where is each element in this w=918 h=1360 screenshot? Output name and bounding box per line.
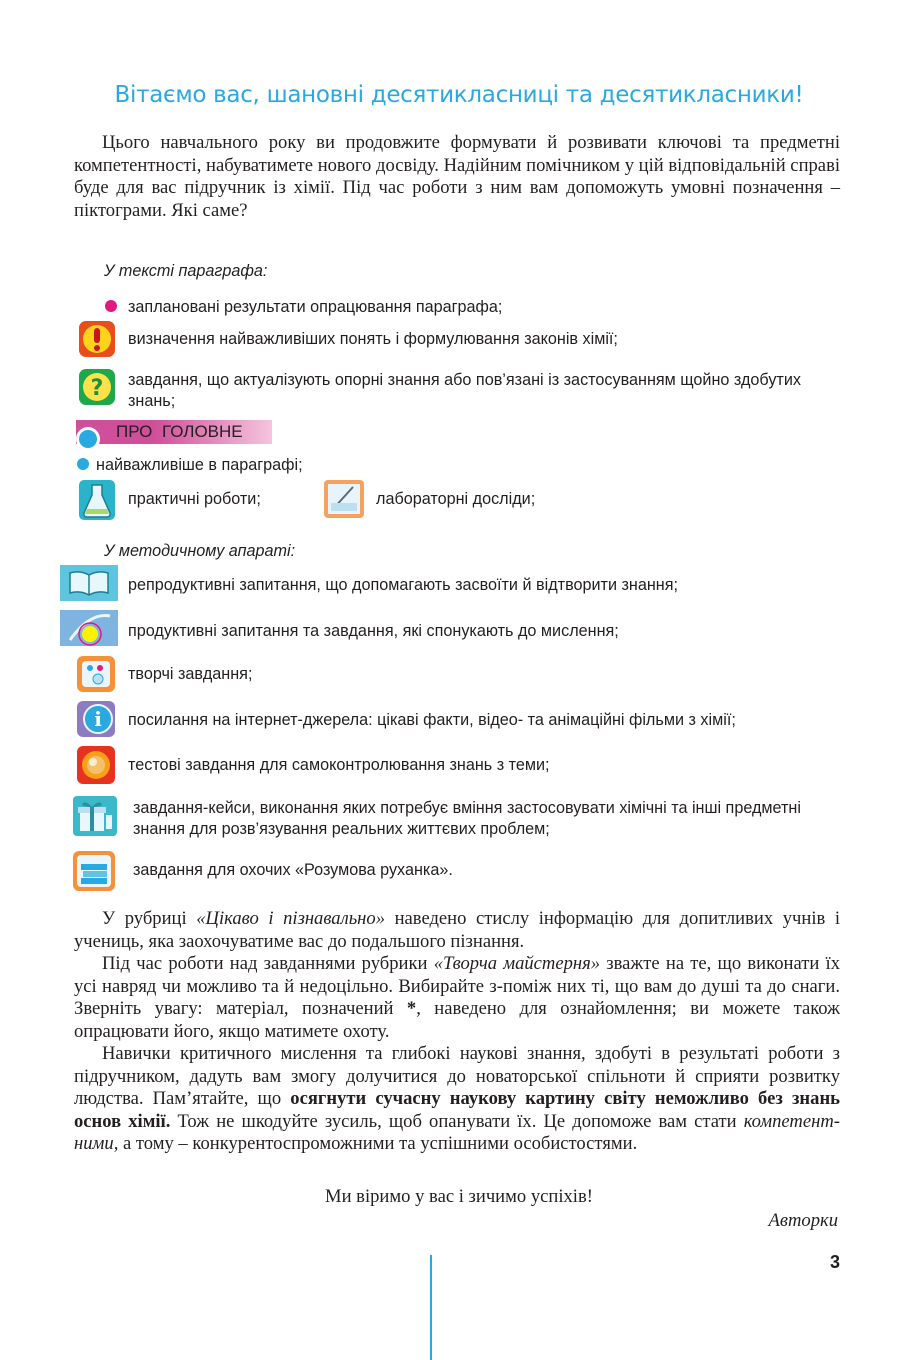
authors: Авторки — [768, 1210, 838, 1231]
item-creative: творчі завдання; — [128, 665, 253, 683]
item-internet: посилання на інтернет-джерела: цікаві факти, відео- та анімаційні фільми з хімії; — [128, 711, 736, 729]
item-reproductive: репродуктивні запитання, що допомагають засвоїти й відтворити знання; — [128, 576, 678, 594]
gift-box-icon — [72, 795, 118, 837]
item-lab: лабораторні досліди; — [376, 490, 536, 508]
section-label-text: У тексті параграфа: — [104, 262, 268, 280]
page-heading: Вітаємо вас, шановні десятикласниці та десятикласники! — [114, 82, 804, 108]
body-paragraph-1 — [74, 908, 840, 953]
results-dot-icon — [105, 300, 117, 312]
intro-paragraph — [74, 132, 840, 222]
pro-dot-icon — [76, 427, 100, 451]
info-icon — [76, 700, 116, 738]
item-important: найважливіше в параграфі; — [96, 456, 303, 474]
exclamation-icon — [78, 320, 116, 358]
p1-rubric-name: «Цікаво і пізнавально» — [196, 908, 385, 929]
question-icon — [78, 368, 116, 406]
intro-text: Цього навчального року ви продовжите формувати й розвивати ключові та предметні компетентності, набуватимете нового досвіду. Надійним помічником у цій відповідальній справі буде для вас підручник із хімії. Під час роботи з ним вам допоможуть умовні позначення – піктограми. Які саме? — [74, 132, 841, 221]
p1-text-a: У рубриці — [102, 908, 197, 929]
p3-bold: осягнути сучасну наукову картину світу неможливо без знань основ хімії. — [74, 1088, 840, 1132]
p2-star: * — [406, 998, 417, 1019]
body-paragraph-2 — [74, 953, 840, 1043]
svg-text:i: i — [94, 707, 102, 731]
p3-italic: компетентними — [74, 1110, 840, 1154]
p2-text-b: зважте на те, що виконати їх усі навряд чи можливо та й недоцільно. Вибирайте з-поміж них ті, що вам до душі та до снаги. Зверніть увагу: матеріал, позначений — [74, 953, 840, 1019]
item-tests: тестові завдання для самоконтролювання знань з теми; — [128, 756, 550, 774]
signoff: Ми віримо у вас і зичимо успіхів! — [325, 1186, 593, 1207]
p1-text-b: наведено стислу інформацію для допитливих учнів і учениць, яка заохочуватиме вас до подальшого пізнання. — [74, 908, 841, 952]
body-text — [74, 908, 840, 1156]
p2-text-c: , наведено для ознайомлення; ви можете також опрацювати його, якщо матимете охоту. — [74, 998, 840, 1042]
p3-text-a: Навички критичного мислення та глибокі наукові знання, здобуті в результаті роботи з підручником, дадуть вам змогу долучитися до новаторської спільноти й сприяти розвитку людства. Пам’ятайте, що — [74, 1043, 840, 1109]
palette-icon — [76, 655, 116, 693]
item-cases: завдання-кейси, виконання яких потребує вміння застосовувати хімічні та інші предметні знання для розв’язування реальних життєвих проблем; — [133, 799, 801, 838]
item-tasks: завдання, що актуалізують опорні знання або пов’язані із застосуванням щойно здобутих знань; — [128, 371, 801, 410]
item-practical: практичні роботи; — [128, 490, 261, 508]
item-results: заплановані результати опрацювання параграфа; — [128, 298, 503, 316]
p2-text-a: Під час роботи над завданнями рубрики — [102, 953, 434, 974]
p3-text-c: , а тому – конкурентоспроможними та успішними особистостями. — [113, 1133, 638, 1154]
lab-test-icon — [323, 479, 365, 519]
p3-text-b: Тож не шкодуйте зусиль, щоб опанувати їх. Це допоможе вам стати — [170, 1110, 744, 1132]
golovne-label: ГОЛОВНЕ — [162, 422, 243, 441]
p2-rubric-name: «Творча майстерня» — [433, 953, 601, 974]
pro-label: ПРО — [116, 422, 153, 441]
item-productive: продуктивні запитання та завдання, які спонукають до мислення; — [128, 622, 619, 640]
book-icon — [60, 565, 118, 601]
flask-icon — [78, 479, 116, 521]
page-number: 3 — [829, 1252, 840, 1272]
important-dot-icon — [77, 458, 89, 470]
item-brain: завдання для охочих «Розумова руханка». — [133, 861, 453, 879]
svg-text:?: ? — [90, 376, 104, 401]
item-definitions: визначення найважливіших понять і формулювання законів хімії; — [128, 330, 618, 348]
lightbulb-icon — [60, 610, 118, 646]
target-icon — [76, 745, 116, 785]
pro-golovne-label — [76, 420, 272, 444]
section-label-method: У методичному апараті: — [104, 542, 296, 560]
body-paragraph-3 — [74, 1043, 840, 1156]
spine-line — [430, 1255, 432, 1360]
brain-books-icon — [72, 850, 116, 892]
